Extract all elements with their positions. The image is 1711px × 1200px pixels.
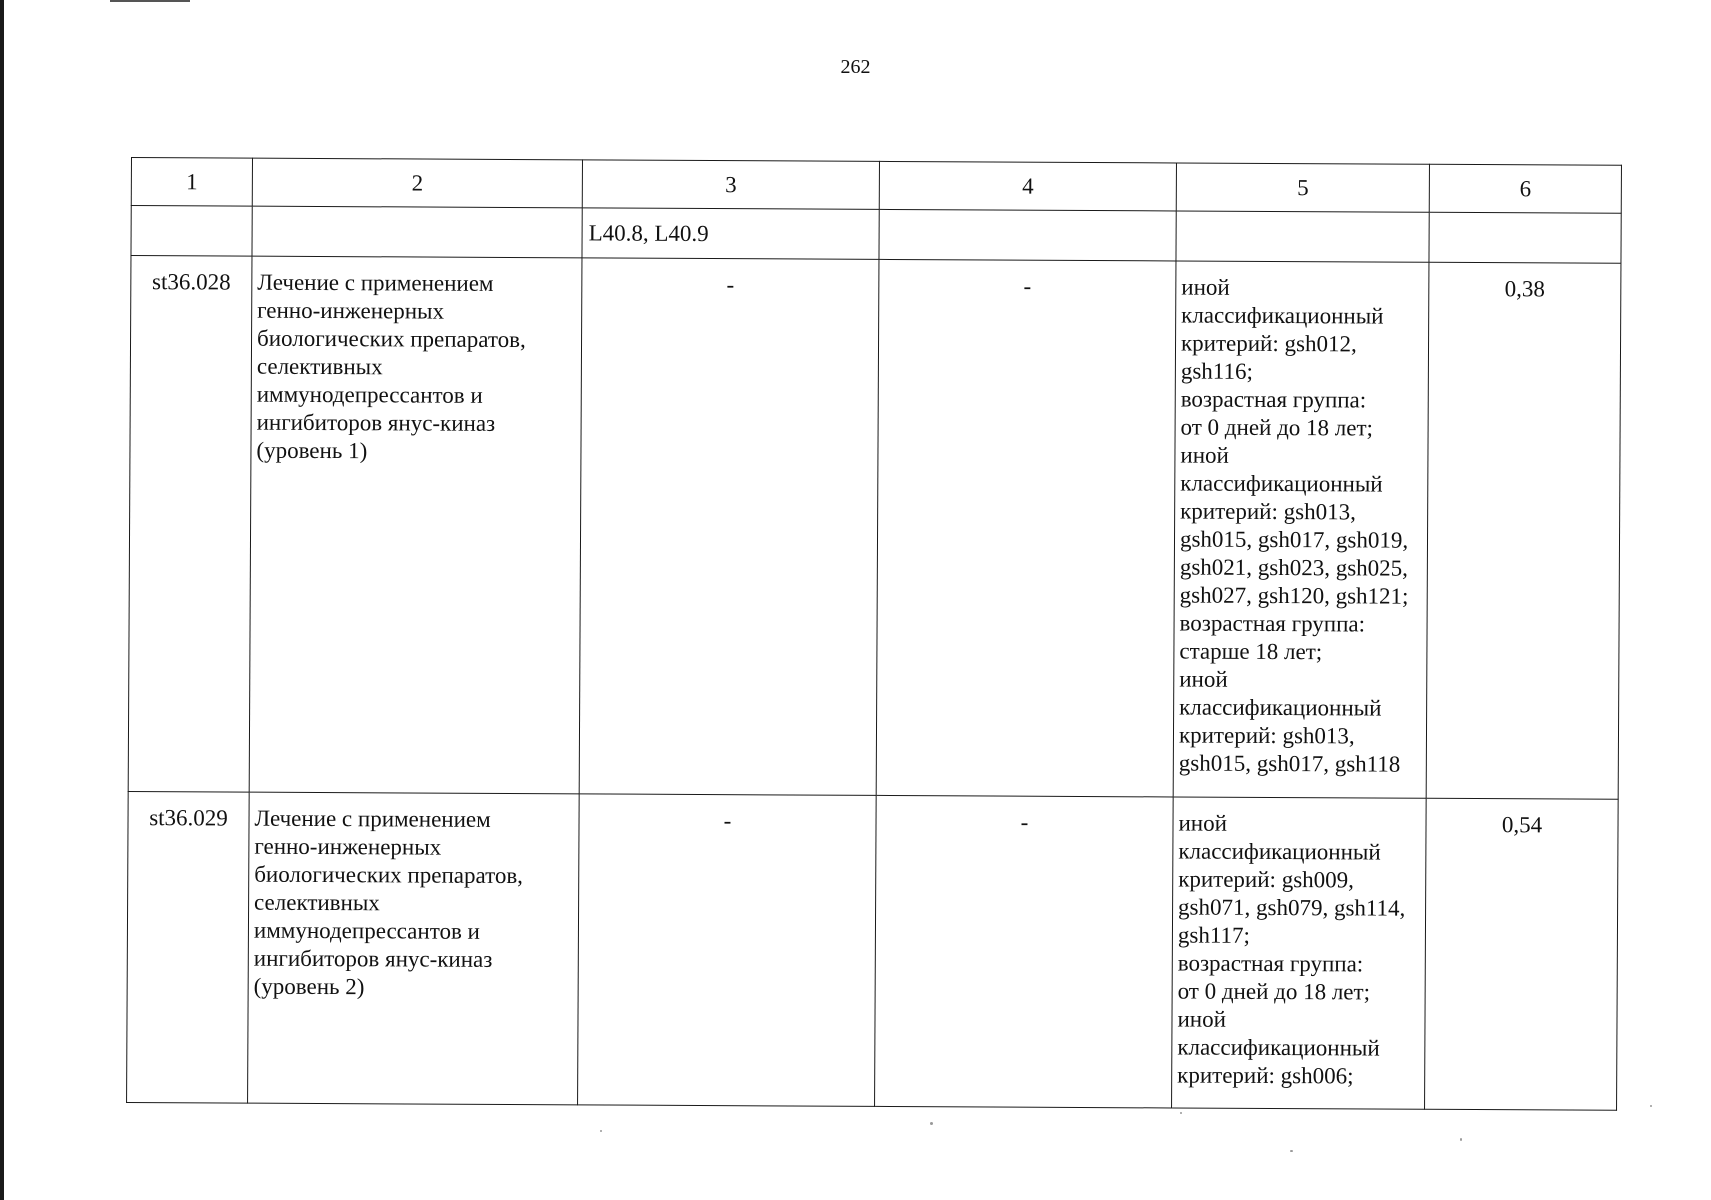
criteria-line: gsh116; — [1180, 358, 1253, 384]
criteria-line: gsh027, gsh120, gsh121; — [1179, 582, 1409, 609]
continuation-cell-6 — [1429, 212, 1621, 263]
criteria-line: gsh117; — [1177, 922, 1251, 948]
group-name-line: ингибиторов янус-киназ — [253, 945, 493, 972]
criteria-line: критерий: gsh013, — [1180, 498, 1356, 525]
column-number-1: 1 — [131, 158, 252, 207]
group-name-line: Лечение с применением — [254, 805, 491, 832]
group-name-line: (уровень 1) — [256, 437, 368, 464]
group-name-line: селективных — [256, 353, 383, 380]
group-name-line: генно-инженерных — [254, 833, 442, 860]
criteria-line: возрастная группа: — [1180, 386, 1367, 413]
criteria-line: иной — [1178, 810, 1228, 836]
criteria-line: иной — [1181, 274, 1230, 300]
criteria-line: иной — [1180, 442, 1229, 468]
criteria-line: классификационный — [1180, 470, 1383, 497]
criteria-line: иной — [1177, 1006, 1227, 1032]
scan-top-mark — [110, 0, 190, 2]
table-header-row — [131, 158, 1621, 214]
criteria-line: критерий: gsh006; — [1177, 1062, 1354, 1089]
column-number-2: 2 — [252, 158, 582, 208]
group-name-line: генно-инженерных — [257, 297, 445, 324]
column-number-4: 4 — [879, 161, 1176, 211]
coefficient: 0,38 — [1426, 262, 1621, 799]
criteria-line: старше 18 лет; — [1179, 638, 1323, 665]
scan-speck — [1290, 1150, 1293, 1152]
group-name-line: биологических препаратов, — [254, 861, 524, 889]
criteria-line: gsh015, gsh017, gsh118 — [1178, 750, 1401, 777]
classification-criteria — [1172, 797, 1427, 1109]
group-name-line: Лечение с применением — [257, 269, 494, 296]
service-codes: - — [876, 259, 1176, 797]
criteria-line: от 0 дней до 18 лет; — [1177, 978, 1371, 1005]
criteria-line: критерий: gsh012, — [1180, 330, 1357, 357]
column-number-3: 3 — [582, 160, 879, 210]
criteria-line: классификационный — [1179, 694, 1382, 721]
group-name-line: ингибиторов янус-киназ — [256, 409, 496, 436]
group-name-line: селективных — [254, 889, 380, 916]
group-name — [249, 256, 582, 794]
scan-speck — [1460, 1138, 1462, 1141]
table-row — [127, 791, 1619, 1110]
criteria-line: возрастная группа: — [1179, 610, 1366, 637]
column-number-5: 5 — [1176, 163, 1429, 212]
criteria-line: от 0 дней до 18 лет; — [1180, 414, 1374, 441]
continuation-cell-2 — [252, 206, 582, 258]
continuation-cell-1 — [131, 206, 252, 257]
column-number-6: 6 — [1429, 164, 1621, 213]
diagnosis-codes: - — [578, 794, 877, 1107]
criteria-line: gsh015, gsh017, gsh019, — [1179, 526, 1409, 553]
scan-speck — [1180, 1112, 1182, 1114]
criteria-line: классификационный — [1181, 302, 1384, 329]
table-row — [128, 256, 1621, 800]
group-code: st36.029 — [127, 791, 250, 1103]
tariff-table — [126, 157, 1622, 1111]
coefficient: 0,54 — [1425, 798, 1619, 1110]
criteria-line: gsh071, gsh079, gsh114, — [1178, 894, 1406, 921]
diagnosis-codes: - — [579, 258, 879, 796]
continuation-cell-4 — [879, 209, 1176, 261]
continuation-row — [131, 206, 1621, 264]
criteria-line: иной — [1179, 666, 1228, 692]
criteria-line: gsh021, gsh023, gsh025, — [1179, 554, 1409, 581]
group-code: st36.028 — [128, 256, 252, 793]
group-name-line: иммунодепрессантов и — [256, 381, 483, 408]
criteria-line: критерий: gsh013, — [1178, 722, 1355, 749]
criteria-line: критерий: gsh009, — [1178, 866, 1355, 893]
classification-criteria — [1173, 261, 1429, 798]
service-codes: - — [875, 795, 1174, 1108]
continuation-cell-5 — [1176, 211, 1429, 262]
scan-speck — [1650, 1105, 1652, 1107]
scan-speck — [930, 1122, 933, 1125]
scan-left-edge — [0, 0, 4, 1200]
group-name-line: иммунодепрессантов и — [253, 917, 480, 944]
group-name — [248, 792, 580, 1105]
group-name-line: биологических препаратов, — [256, 325, 526, 353]
criteria-line: классификационный — [1178, 838, 1381, 865]
scan-speck — [600, 1130, 602, 1132]
page-number: 262 — [840, 56, 871, 78]
criteria-line: возрастная группа: — [1177, 950, 1364, 977]
diagnosis-codes: L40.8, L40.9 — [582, 208, 879, 260]
group-name-line: (уровень 2) — [253, 973, 365, 1000]
criteria-line: классификационный — [1177, 1034, 1380, 1061]
